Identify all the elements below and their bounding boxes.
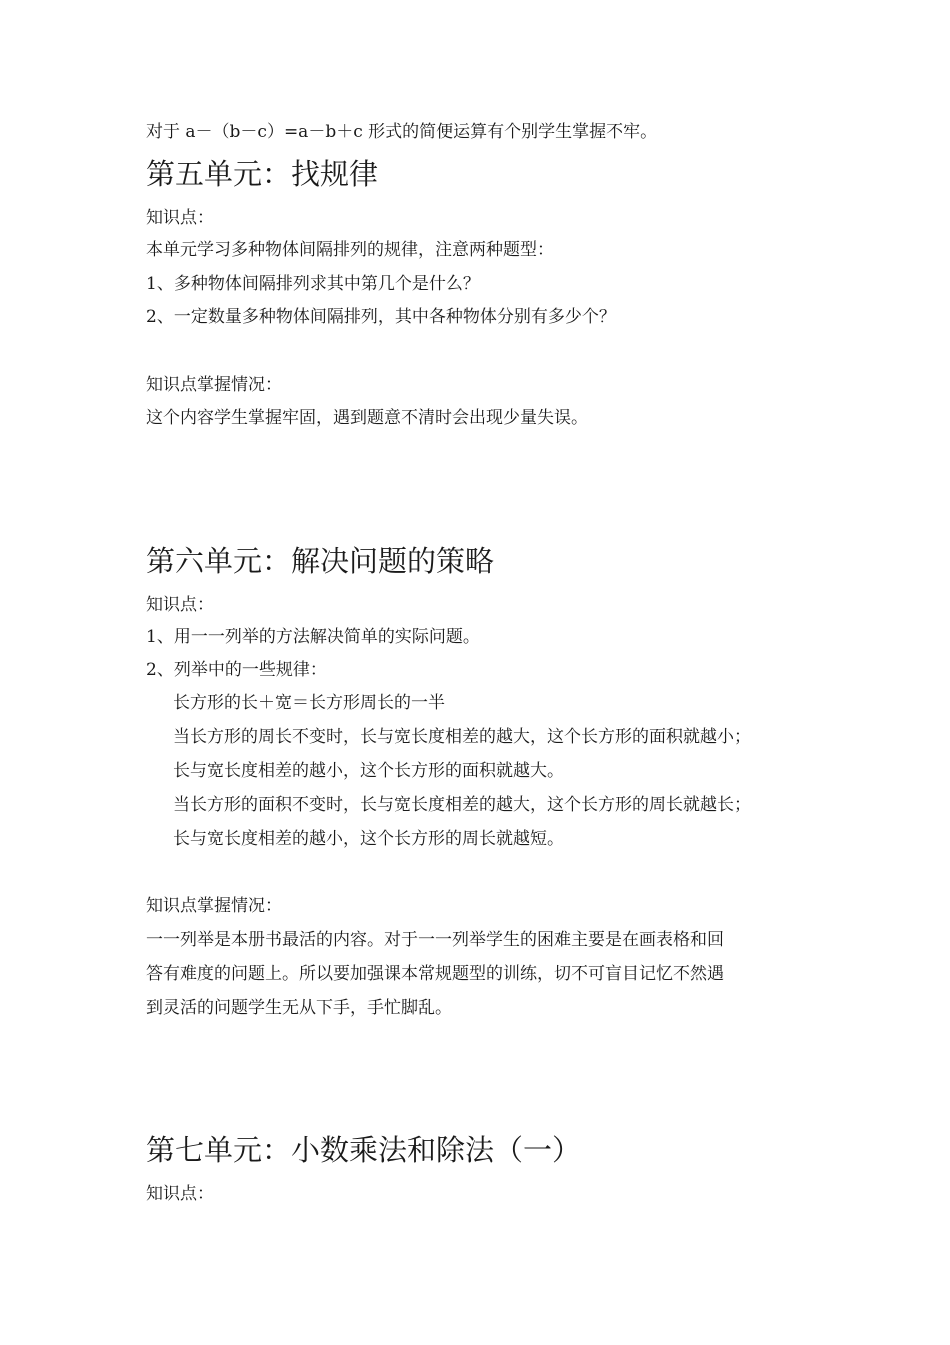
unit5-line: 2、一定数量多种物体间隔排列，其中各种物体分别有多少个？ <box>146 307 616 327</box>
intro-line: 对于 a－（b－c）=a－b＋c 形式的简便运算有个别学生掌握不牢。 <box>146 122 658 142</box>
unit6-rule: 当长方形的周长不变时，长与宽长度相差的越大，这个长方形的面积就越小； <box>173 727 751 747</box>
unit6-line: 1、用一一列举的方法解决简单的实际问题。 <box>146 627 480 647</box>
unit5-title: 第五单元：找规律 <box>146 157 379 191</box>
unit5-mastery-label: 知识点掌握情况： <box>146 375 282 395</box>
unit7-kp-label: 知识点： <box>146 1184 214 1204</box>
unit5-mastery-line: 这个内容学生掌握牢固，遇到题意不清时会出现少量失误。 <box>146 408 588 428</box>
unit5-kp-label: 知识点： <box>146 208 214 228</box>
unit7-title: 第七单元：小数乘法和除法（一） <box>146 1133 582 1167</box>
unit6-mastery-line: 到灵活的问题学生无从下手，手忙脚乱。 <box>146 998 452 1018</box>
unit6-rule: 长与宽长度相差的越小，这个长方形的周长就越短。 <box>173 829 564 849</box>
unit6-rule: 长与宽长度相差的越小，这个长方形的面积就越大。 <box>173 761 564 781</box>
unit5-line: 本单元学习多种物体间隔排列的规律，注意两种题型： <box>146 240 554 260</box>
unit6-line: 2、列举中的一些规律： <box>146 660 327 680</box>
unit6-kp-label: 知识点： <box>146 595 214 615</box>
unit6-title: 第六单元：解决问题的策略 <box>146 544 495 578</box>
unit6-rule: 当长方形的面积不变时，长与宽长度相差的越大，这个长方形的周长就越长； <box>173 795 751 815</box>
unit5-line: 1、多种物体间隔排列求其中第几个是什么？ <box>146 274 480 294</box>
unit6-mastery-line: 答有难度的问题上。所以要加强课本常规题型的训练，切不可盲目记忆不然遇 <box>146 964 724 984</box>
unit6-rule: 长方形的长＋宽＝长方形周长的一半 <box>173 693 445 713</box>
unit6-mastery-label: 知识点掌握情况： <box>146 896 282 916</box>
unit6-mastery-line: 一一列举是本册书最活的内容。对于一一列举学生的困难主要是在画表格和回 <box>146 930 724 950</box>
